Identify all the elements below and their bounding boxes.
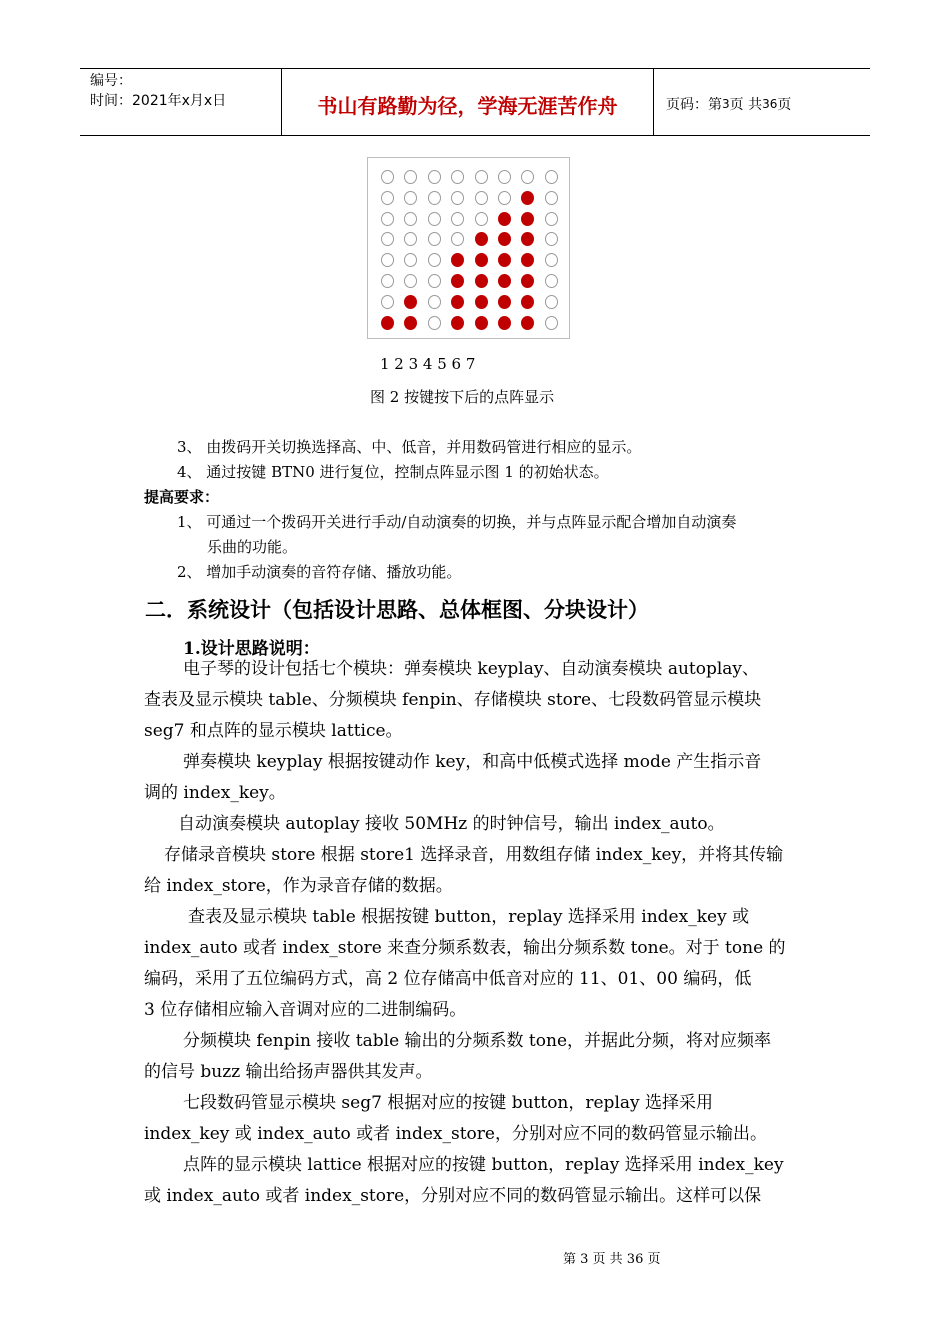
header-motto: 书山有路勤为径，学海无涯苦作舟 [282,69,654,135]
matrix-dot-unlit [451,170,464,184]
paragraph-line: 分频模块 fenpin 接收 table 输出的分频系数 tone，并据此分频，将对应频率 [183,1031,772,1051]
matrix-dot-lit [498,274,511,288]
matrix-dot-unlit [428,274,441,288]
page-footer: 第 3 页 共 36 页 [563,1252,661,1267]
matrix-dot-lit [521,316,534,330]
requirement-item-3: 3、 由拨码开关切换选择高、中、低音，并用数码管进行相应的显示。 [177,438,642,456]
matrix-dot-unlit [545,295,558,309]
paragraph-line: 查表及显示模块 table 根据按键 button，replay 选择采用 index_key 或 [188,907,750,927]
page-suffix: 页 [777,97,792,113]
matrix-dot-unlit [545,170,558,184]
matrix-dot-lit [521,253,534,267]
figure-caption: 图 2 按键按下后的点阵显示 [370,388,555,406]
matrix-dot-lit [498,316,511,330]
page-number: 3 [722,97,730,111]
matrix-dot-unlit [451,212,464,226]
page-mid: 页 共 [729,97,763,113]
matrix-dot-unlit [381,253,394,267]
matrix-dot-unlit [428,253,441,267]
matrix-dot-unlit [521,170,534,184]
matrix-dot-unlit [381,170,394,184]
matrix-dot-unlit [498,191,511,205]
matrix-dot-lit [451,295,464,309]
matrix-dot-unlit [451,191,464,205]
time-label: 时间：2021年x月x日 [90,93,227,109]
matrix-dot-lit [404,295,417,309]
matrix-dot-unlit [428,212,441,226]
matrix-dot-unlit [545,274,558,288]
requirement-item-4: 4、 通过按键 BTN0 进行复位，控制点阵显示图 1 的初始状态。 [177,463,609,481]
advanced-item-2: 2、 增加手动演奏的音符存储、播放功能。 [177,563,462,581]
matrix-dot-lit [451,253,464,267]
matrix-dot-lit [475,253,488,267]
paragraph-line: 自动演奏模块 autoplay 接收 50MHz 的时钟信号，输出 index_auto。 [178,814,725,834]
paragraph-line: index_key 或 index_auto 或者 index_store，分别对应不同的数码管显示输出。 [144,1124,767,1144]
matrix-dot-unlit [404,274,417,288]
matrix-dot-unlit [545,316,558,330]
matrix-dot-unlit [475,170,488,184]
paragraph-line: index_auto 或者 index_store 来查分频系数表，输出分频系数 tone。对于 tone 的 [144,938,786,958]
matrix-dot-unlit [381,191,394,205]
matrix-dot-lit [451,316,464,330]
matrix-dot-unlit [381,295,394,309]
section-subtitle: 1.设计思路说明： [183,639,320,659]
matrix-dot-unlit [428,316,441,330]
matrix-dot-unlit [404,253,417,267]
matrix-dot-lit [381,316,394,330]
matrix-dot-lit [475,316,488,330]
matrix-dot-lit [475,295,488,309]
matrix-dot-unlit [381,232,394,246]
matrix-dot-lit [521,212,534,226]
dot-matrix-figure [367,157,570,339]
matrix-dot-unlit [428,170,441,184]
code-label: 编号： [90,73,132,89]
matrix-dot-lit [521,232,534,246]
page-header [80,68,870,136]
paragraph-line: seg7 和点阵的显示模块 lattice。 [144,721,403,741]
paragraph-line: 的信号 buzz 输出给扬声器供其发声。 [144,1062,433,1082]
matrix-dot-unlit [545,232,558,246]
matrix-dot-unlit [428,295,441,309]
matrix-dot-unlit [381,212,394,226]
matrix-dot-unlit [428,232,441,246]
paragraph-line: 电子琴的设计包括七个模块：弹奏模块 keyplay、自动演奏模块 autoplay、 [183,659,760,679]
matrix-dot-lit [451,274,464,288]
matrix-dot-unlit [381,274,394,288]
matrix-dot-unlit [404,170,417,184]
advanced-item-1-line-2: 乐曲的功能。 [207,538,298,556]
matrix-dot-lit [498,295,511,309]
page-prefix: 页码：第 [666,97,722,113]
paragraph-line: 或 index_auto 或者 index_store，分别对应不同的数码管显示输出。这样可以保 [144,1186,762,1206]
section-title: 二．系统设计（包括设计思路、总体框图、分块设计） [145,598,649,622]
matrix-dot-lit [475,274,488,288]
matrix-dot-unlit [475,212,488,226]
matrix-dot-lit [404,316,417,330]
paragraph-line: 七段数码管显示模块 seg7 根据对应的按键 button，replay 选择采用 [183,1093,714,1113]
matrix-dot-lit [521,191,534,205]
matrix-dot-lit [498,232,511,246]
page-total: 36 [762,97,778,111]
matrix-dot-lit [475,232,488,246]
advanced-requirements-title: 提高要求： [144,488,220,506]
paragraph-line: 查表及显示模块 table、分频模块 fenpin、存储模块 store、七段数码管显示模块 [144,690,762,710]
paragraph-line: 给 index_store，作为录音存储的数据。 [144,876,453,896]
matrix-dot-unlit [428,191,441,205]
body-text [144,654,806,1212]
header-page-info [654,69,870,135]
matrix-dot-unlit [404,212,417,226]
paragraph-line: 存储录音模块 store 根据 store1 选择录音，用数组存储 index_key，并将其传输 [164,845,784,865]
matrix-dot-unlit [404,191,417,205]
matrix-dot-unlit [451,232,464,246]
paragraph-line: 3 位存储相应输入音调对应的二进制编码。 [144,1000,467,1020]
figure-column-numbers: 1 2 3 4 5 6 7 [380,355,476,373]
matrix-dot-unlit [498,170,511,184]
matrix-dot-lit [521,274,534,288]
header-meta [80,69,282,135]
matrix-dot-unlit [404,232,417,246]
paragraph-line: 点阵的显示模块 lattice 根据对应的按键 button，replay 选择采用 index_key [183,1155,784,1175]
matrix-dot-unlit [545,212,558,226]
advanced-item-1-line-1: 1、 可通过一个拨码开关进行手动/自动演奏的切换，并与点阵显示配合增加自动演奏 [177,513,737,531]
matrix-dot-lit [521,295,534,309]
matrix-dot-lit [498,212,511,226]
paragraph-line: 弹奏模块 keyplay 根据按键动作 key，和高中低模式选择 mode 产生指示音 [183,752,762,772]
matrix-dot-lit [498,253,511,267]
matrix-dot-unlit [475,191,488,205]
matrix-dot-unlit [545,253,558,267]
paragraph-line: 调的 index_key。 [144,783,286,803]
matrix-dot-unlit [545,191,558,205]
paragraph-line: 编码，采用了五位编码方式，高 2 位存储高中低音对应的 11、01、00 编码，低 [144,969,752,989]
